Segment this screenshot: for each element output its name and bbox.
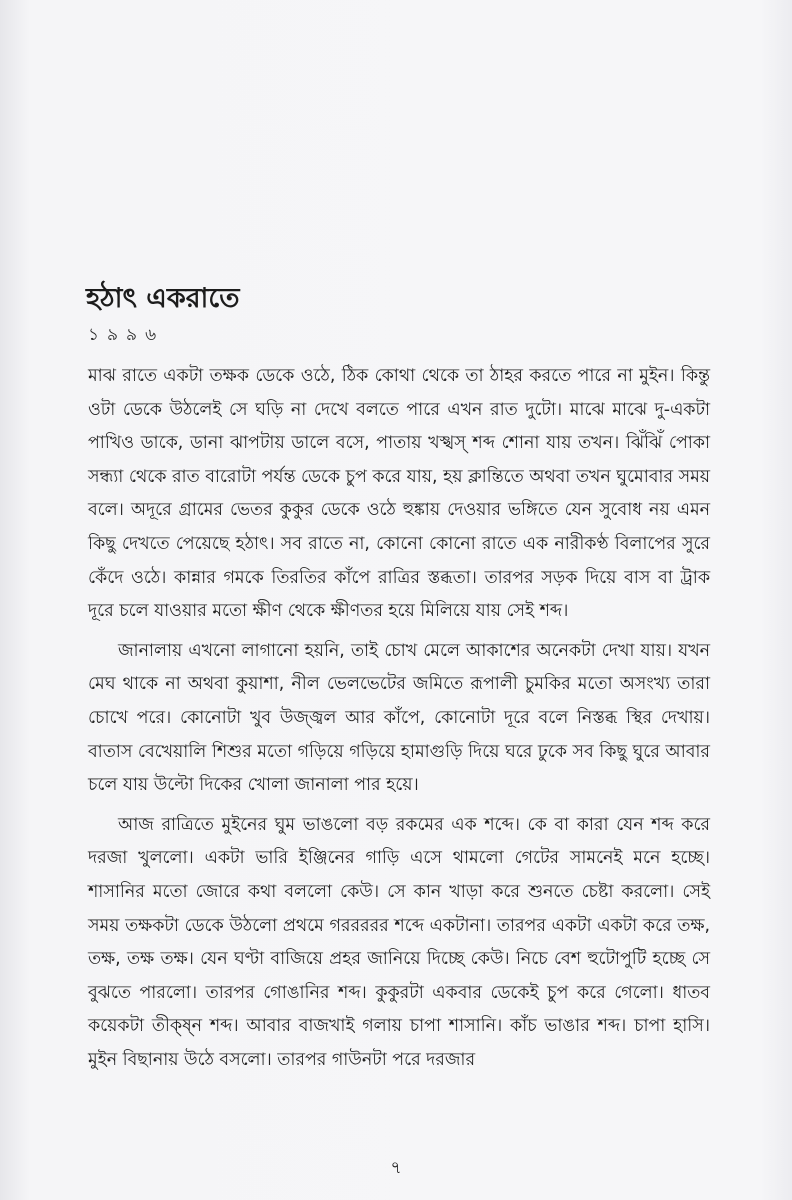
paragraph-2: জানালায় এখনো লাগানো হয়নি, তাই চোখ মেলে আকাশের অনেকটা দেখা যায়। যখন মেঘ থাকে না অথবা কুয়াশা, নীল ভেলভেটের জমিতে রূপালী চুমকির মতো অসংখ্য তারা চোখে পরে। কোনোটা খুব উজ্জ্বল আর কাঁপে, কোনোটা দূরে বলে নিস্তব্ধ স্থির দেখায়। বাতাস বেখেয়ালি শিশুর মতো গড়িয়ে গড়িয়ে হামাগুড়ি দিয়ে ঘরে ঢুকে সব কিছু ঘুরে আবার চলে যায় উল্টো দিকের খোলা জানালা পার হয়ে। — [88, 640, 710, 796]
paragraph-1: মাঝ রাতে একটা তক্ষক ডেকে ওঠে, ঠিক কোথা থেকে তা ঠাহর করতে পারে না মুইন। কিন্তু ওটা ডেকে উঠলেই সে ঘড়ি না দেখে বলতে পারে এখন রাত দুটো। মাঝে মাঝে দু-একটা পাখিও ডাকে, ডানা ঝাপটায় ডালে বসে, পাতায় খস্খস্ শব্দ শোনা যায় তখন। ঝিঁঝিঁ পোকা সন্ধ্যা থেকে রাত বারোটা পর্যন্ত ডেকে চুপ করে যায়, হয় ক্লান্তিতে অথবা তখন ঘুমোবার সময় বলে। অদূরে গ্রামের ভেতর কুকুর ডেকে ওঠে হুঙ্কায় দেওয়ার ভঙ্গিতে যেন সুবোধ নয় এমন কিছু দেখতে পেয়েছে হঠাৎ। সব রাতে না, কোনো কোনো রাতে এক নারীকণ্ঠ বিলাপের সুরে কেঁদে ওঠে। কান্নার গমকে তিরতির কাঁপে রাত্রির স্তব্ধতা। তারপর সড়ক দিয়ে বাস বা ট্রাক দূরে চলে যাওয়ার মতো ক্ষীণ থেকে ক্ষীণতর হয়ে মিলিয়ে যায় সেই শব্দ। — [88, 366, 710, 622]
body-text — [88, 360, 710, 1083]
chapter-year: ১৯৯৬ — [88, 325, 165, 345]
page-number: ৭ — [390, 1158, 402, 1178]
chapter-title: হঠাৎ একরাতে — [86, 283, 240, 314]
paragraph-3: আজ রাত্রিতে মুইনের ঘুম ভাঙলো বড় রকমের এক শব্দে। কে বা কারা যেন শব্দ করে দরজা খুললো। একটা ভারি ইঞ্জিনের গাড়ি এসে থামলো গেটের সামনেই মনে হচ্ছে। শাসানির মতো জোরে কথা বললো কেউ। সে কান খাড়া করে শুনতে চেষ্টা করলো। সেই সময় তক্ষকটা ডেকে উঠলো প্রথমে গররররর শব্দে একটানা। তারপর একটা একটা করে তক্ষ, তক্ষ, তক্ষ তক্ষ। যেন ঘণ্টা বাজিয়ে প্রহর জানিয়ে দিচ্ছে কেউ। নিচে বেশ হুটোপুটি হচ্ছে সে বুঝতে পারলো। তারপর গোঙানির শব্দ। কুকুরটা একবার ডেকেই চুপ করে গেলো। ধাতব কয়েকটা তীক্ষ্ন শব্দ। আবার বাজখাই গলায় চাপা শাসানি। কাঁচ ভাঙার শব্দ। চাপা হাসি। মুইন বিছানায় উঠে বসলো। তারপর গাউনটা পরে দরজার — [88, 814, 710, 1070]
